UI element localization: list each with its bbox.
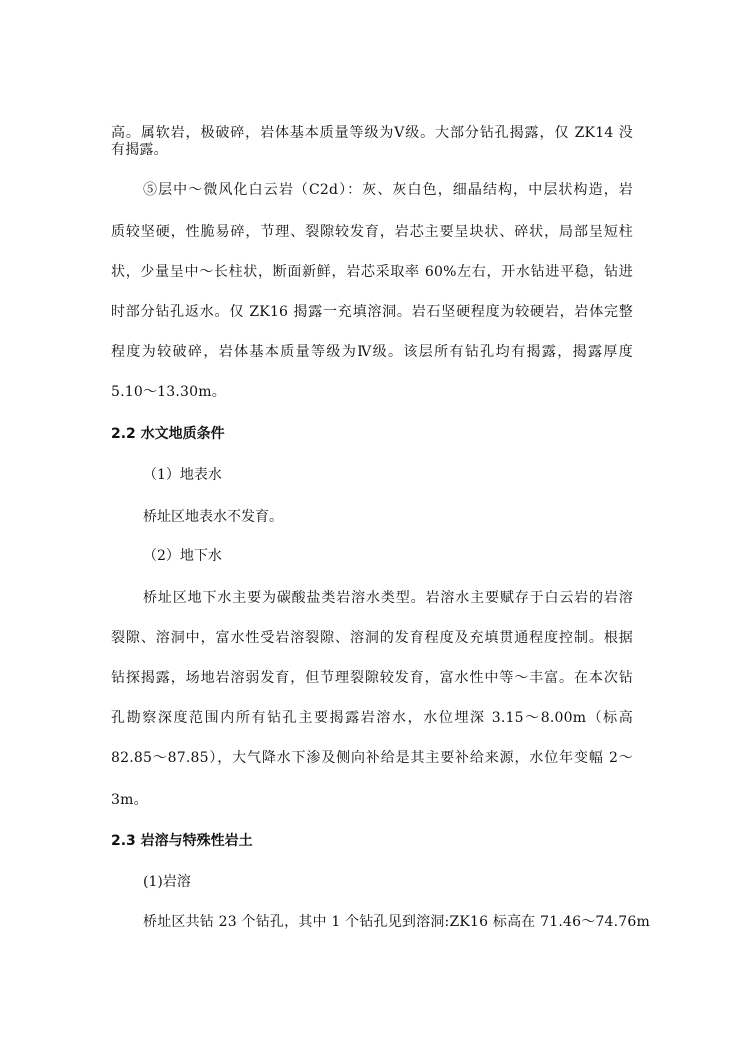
- paragraph-line: 桥址区地下水主要为碳酸盐类岩溶水类型。岩溶水主要赋存于白云岩的岩溶: [143, 590, 633, 606]
- section-heading-2-2: 2.2 水文地质条件: [111, 426, 225, 442]
- paragraph-line: 状，少量呈中～长柱状，断面新鲜，岩芯采取率 60%左右，开水钻进平稳，钻进: [111, 264, 633, 280]
- paragraph-line: 程度为较破碎，岩体基本质量等级为Ⅳ级。该层所有钻孔均有揭露，揭露厚度: [111, 344, 633, 360]
- paragraph-line: 质较坚硬，性脆易碎，节理、裂隙较发育，岩芯主要呈块状、碎状，局部呈短柱: [111, 224, 633, 240]
- subheading-groundwater: （2）地下水: [143, 548, 222, 564]
- paragraph-line: 孔勘察深度范围内所有钻孔主要揭露岩溶水，水位埋深 3.15～8.00m（标高: [111, 710, 633, 726]
- paragraph-line: 桥址区共钻 23 个钻孔，其中 1 个钻孔见到溶洞:ZK16 标高在 71.46～74.76m: [143, 914, 650, 930]
- section-heading-2-3: 2.3 岩溶与特殊性岩土: [111, 833, 253, 849]
- paragraph-line: 时部分钻孔返水。仅 ZK16 揭露一充填溶洞。岩石坚硬程度为较硬岩，岩体完整: [111, 304, 633, 320]
- subheading-surface-water: （1）地表水: [143, 467, 222, 483]
- paragraph-line: 5.10～13.30m。: [111, 384, 226, 400]
- paragraph-line: 桥址区地表水不发育。: [143, 509, 283, 525]
- paragraph-line: 3m。: [111, 792, 148, 808]
- paragraph-line: ⑤层中～微风化白云岩（C2d）：灰、灰白色，细晶结构，中层状构造，岩: [143, 182, 633, 198]
- paragraph-line: 钻探揭露，场地岩溶弱发育，但节理裂隙较发育，富水性中等～丰富。在本次钻: [111, 670, 633, 686]
- paragraph-line: 82.85～87.85），大气降水下渗及侧向补给是其主要补给来源，水位年变幅 2～: [111, 750, 633, 766]
- paragraph-line: 有揭露。: [111, 142, 168, 158]
- subheading-karst: (1)岩溶: [143, 874, 191, 890]
- paragraph-line: 高。属软岩，极破碎，岩体基本质量等级为Ⅴ级。大部分钻孔揭露，仅 ZK14 没: [111, 125, 633, 141]
- paragraph-line: 裂隙、溶洞中，富水性受岩溶裂隙、溶洞的发育程度及充填贯通程度控制。根据: [111, 630, 633, 646]
